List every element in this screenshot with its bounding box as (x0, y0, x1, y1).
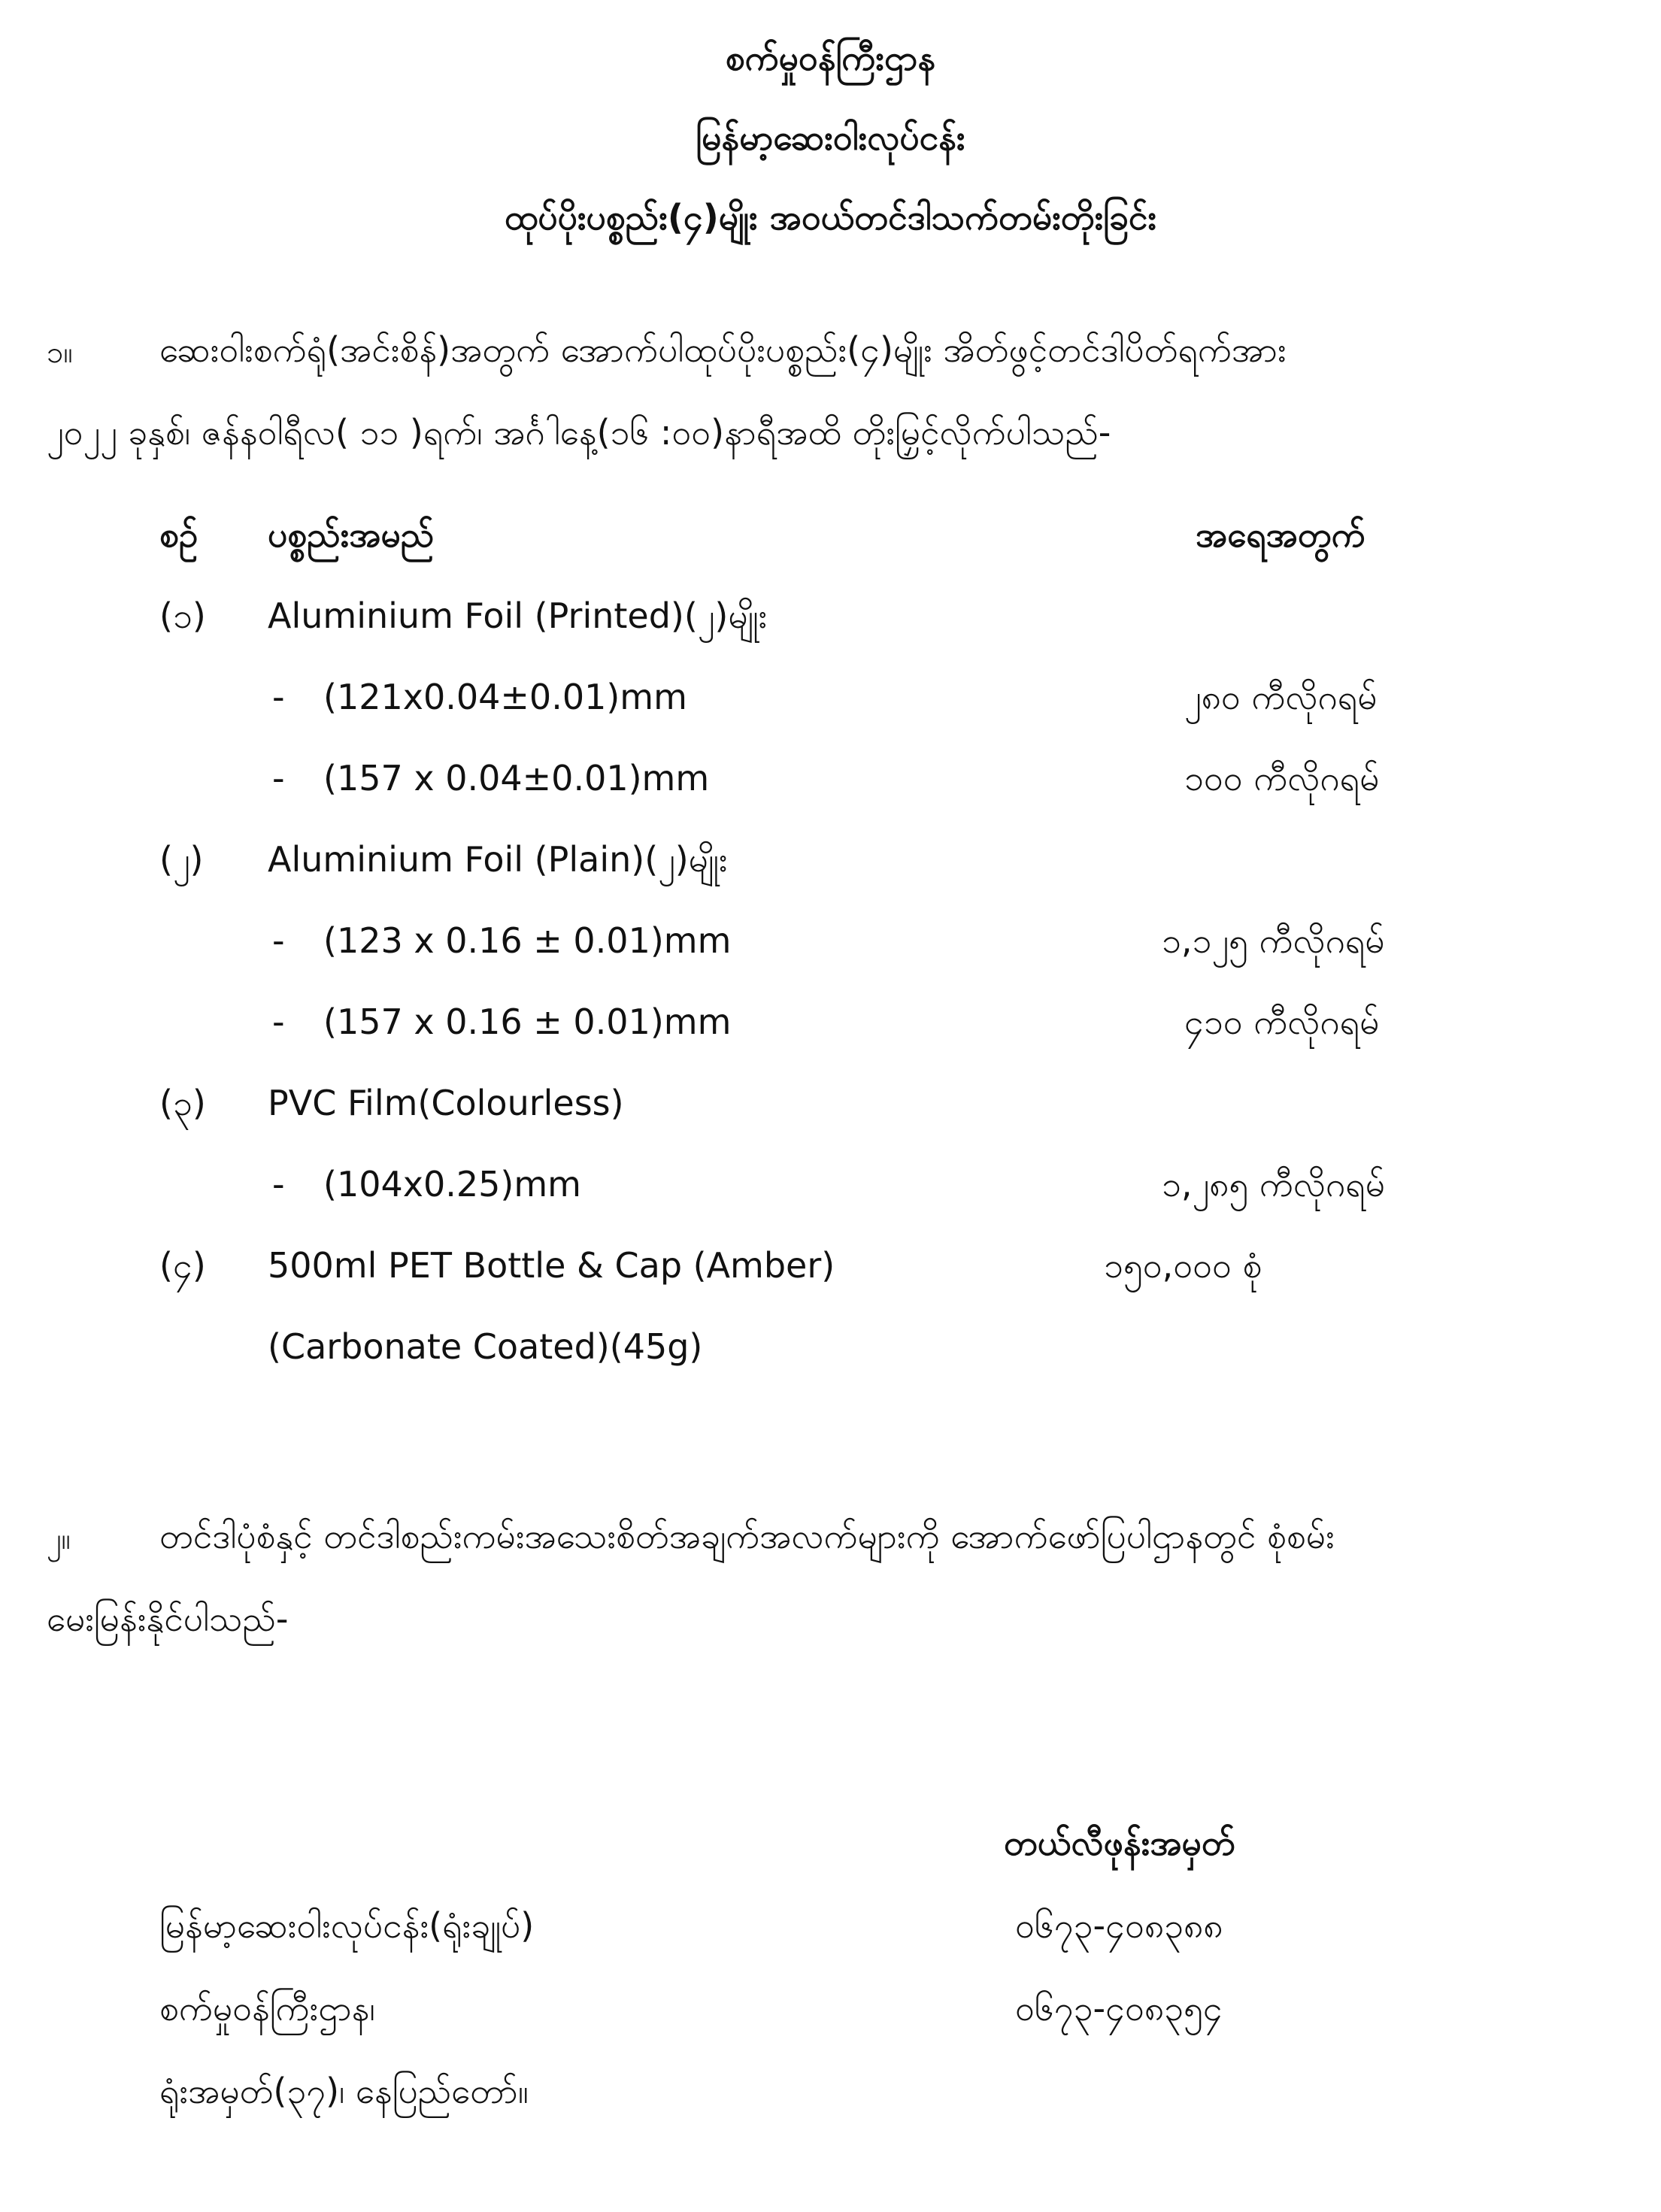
item-4-name-line2: (Carbonate Coated)(45g) (268, 1326, 703, 1367)
item-2-sub-2-qty: ၄၁၀ ကီလိုဂရမ် (1184, 1001, 1380, 1042)
item-4-name: 500ml PET Bottle & Cap (Amber) (268, 1245, 835, 1286)
item-2-no: (၂) (159, 839, 204, 880)
item-2-sub-1-qty: ၁,၁၂၅ ကီလိုဂရမ် (1162, 920, 1385, 961)
item-2-sub-1-dash: - (272, 920, 285, 961)
col-header-no: စဉ် (159, 514, 199, 555)
item-1-sub-2-qty: ၁၀၀ ကီလိုဂရမ် (1184, 758, 1380, 798)
item-2-name: Aluminium Foil (Plain)(၂)မျိုး (268, 839, 728, 880)
address-line-2: စက်မှုဝန်ကြီးဌာန၊ (159, 1988, 375, 2029)
item-3-name: PVC Film(Colourless) (268, 1083, 624, 1123)
phone-number-1: ၀၆၇၃-၄၀၈၃၈၈ (1015, 1905, 1223, 1946)
item-2-sub-2-spec: (157 x 0.16 ± 0.01)mm (323, 1001, 732, 1042)
item-1-no: (၁) (159, 595, 206, 636)
item-4-no: (၄) (159, 1245, 206, 1286)
item-1-sub-1-qty: ၂၈၀ ကီလိုဂရမ် (1184, 677, 1378, 717)
para1-number: ၁။ (47, 335, 73, 370)
item-1-sub-2-spec: (157 x 0.04±0.01)mm (323, 758, 710, 798)
para2-number: ၂။ (47, 1522, 71, 1556)
item-3-no: (၃) (159, 1083, 206, 1123)
item-2-sub-1-spec: (123 x 0.16 ± 0.01)mm (323, 920, 732, 961)
item-1-sub-1-spec: (121x0.04±0.01)mm (323, 677, 687, 717)
item-1-sub-1-dash: - (272, 677, 285, 717)
item-3-sub-1-qty: ၁,၂၈၅ ကီလိုဂရမ် (1162, 1164, 1385, 1204)
enterprise-title: မြန်မာ့ဆေးဝါးလုပ်ငန်း (696, 117, 965, 158)
para2-line1: တင်ဒါပုံစံနှင့် တင်ဒါစည်းကမ်းအသေးစိတ်အချက်အလက်များကို အောက်ဖော်ပြပါဌာနတွင် စုံစမ်း (159, 1516, 1335, 1556)
address-line-3: ရုံးအမှတ်(၃၇)၊ နေပြည်တော်။ (159, 2071, 529, 2111)
col-header-qty: အရေအတွက် (1196, 514, 1365, 555)
col-header-name: ပစ္စည်းအမည် (268, 514, 435, 555)
para1-line1: ဆေးဝါးစက်ရုံ(အင်းစိန်)အတွက် အောက်ပါထုပ်ပိုးပစ္စည်း(၄)မျိုး အိတ်ဖွင့်တင်ဒါပိတ်ရက်အား (159, 329, 1287, 370)
item-1-name: Aluminium Foil (Printed)(၂)မျိုး (268, 595, 768, 636)
item-1-sub-2-dash: - (272, 758, 285, 798)
item-3-sub-1-dash: - (272, 1164, 285, 1204)
address-line-1: မြန်မာ့ဆေးဝါးလုပ်ငန်း(ရုံးချုပ်) (159, 1905, 535, 1946)
item-2-sub-2-dash: - (272, 1001, 285, 1042)
phone-number-2: ၀၆၇၃-၄၀၈၃၅၄ (1015, 1988, 1223, 2029)
ministry-title: စက်မှုဝန်ကြီးဌာန (725, 38, 936, 78)
phone-title: တယ်လီဖုန်းအမှတ် (1004, 1823, 1235, 1863)
item-3-sub-1-spec: (104x0.25)mm (323, 1164, 581, 1204)
para2-line2: မေးမြန်းနိုင်ပါသည်- (47, 1598, 289, 1639)
notice-title: ထုပ်ပိုးပစ္စည်း(၄)မျိုး အဝယ်တင်ဒါသက်တမ်းတိုးခြင်း (504, 197, 1157, 238)
para1-line2: ၂၀၂၂ ခုနှစ်၊ ဇန်နဝါရီလ( ၁၁ )ရက်၊ အင်္ဂါနေ့(၁၆ :၀၀)နာရီအထိ တိုးမြှင့်လိုက်ပါသည်- (47, 412, 1111, 453)
item-4-qty: ၁၅၀,၀၀၀ စုံ (1104, 1245, 1262, 1286)
